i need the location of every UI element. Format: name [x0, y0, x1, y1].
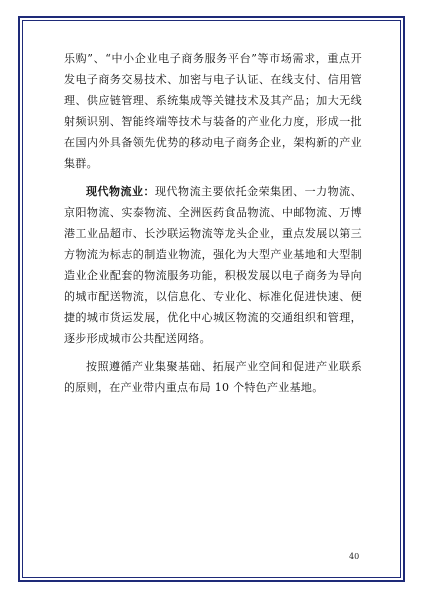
- paragraph-ecommerce: [64, 48, 362, 174]
- paragraph-logistics: [64, 181, 362, 349]
- document-body: [64, 48, 362, 405]
- paragraph-text: 乐购”、“中小企业电子商务服务平台”等市场需求，重点开发电子商务交易技术、加密与电子认证、在线支付、信用管理、供应链管理、系统集成等关键技术及其产品；加大无线射频识别、智能终端等技术与装备的产业化力度，形成一批在国内外具备领先优势的移动电子商务企业，架构新的产业集群。: [64, 52, 362, 170]
- page-number: 40: [349, 552, 360, 561]
- paragraph-industrial-bases: [64, 356, 362, 398]
- paragraph-text: 现代物流主要依托金荣集团、一力物流、京阳物流、实泰物流、全洲医药食品物流、中邮物流、万博港工业品超市、长沙联运物流等龙头企业，重点发展以第三方物流为标志的制造业物流，强化为大型产业基地和大型制造业企业配套的物流服务功能，积极发展以电子商务为导向的城市配送物流，以信息化、专业化、标准化促进快速、便捷的城市货运发展，优化中心城区物流的交通组织和管理，逐步形成城市公共配送网络。: [64, 185, 362, 345]
- section-lead-logistics: 现代物流业：: [86, 185, 156, 198]
- paragraph-text: 按照遵循产业集聚基础、拓展产业空间和促进产业联系的原则，在产业带内重点布局 10 个特色产业基地。: [64, 360, 362, 394]
